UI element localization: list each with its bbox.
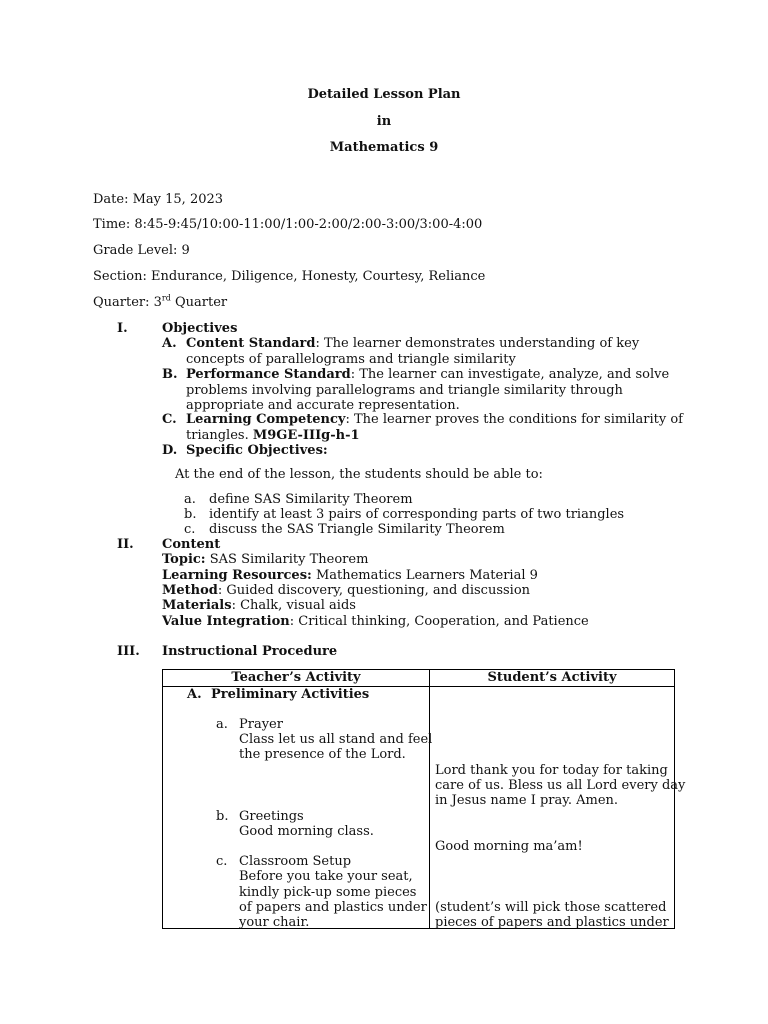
document-title: Detailed Lesson Plan: [307, 87, 461, 102]
greetings-title: Greetings: [239, 809, 304, 824]
prelim-title: Preliminary Activities: [211, 687, 370, 702]
objective-a-letter: A.: [162, 336, 177, 351]
specific-c-letter: c.: [184, 522, 196, 537]
performance-standard-text: : The learner can investigate, analyze, and solve: [350, 367, 670, 382]
prayer-letter: a.: [216, 717, 228, 732]
objective-d-letter: D.: [162, 443, 178, 458]
setup-response-1: (student’s will pick those scattered: [435, 900, 667, 915]
specific-b-text: identify at least 3 pairs of corresponding parts of two triangles: [209, 507, 625, 522]
learning-competency-label: Learning Competency: [186, 412, 346, 427]
learning-competency: [186, 412, 686, 443]
resources-line: [162, 568, 538, 584]
objectives-numeral: I.: [117, 321, 128, 336]
setup-response-2: pieces of papers and plastics under: [435, 915, 669, 930]
prayer-response-1: Lord thank you for today for taking: [435, 763, 668, 778]
table-column-divider: [429, 670, 430, 928]
teacher-activity-header: Teacher’s Activity: [231, 670, 361, 685]
performance-standard-text-2: problems involving parallelograms and triangle similarity through: [186, 382, 623, 398]
content-standard-text-2: concepts of parallelograms and triangle similarity: [186, 351, 516, 367]
learning-competency-text-2: triangles.: [186, 427, 253, 443]
content-standard-label: Content Standard: [186, 336, 316, 351]
quarter-suffix: Quarter: [170, 295, 228, 310]
materials-value: : Chalk, visual aids: [231, 598, 356, 613]
setup-text-1: Before you take your seat,: [239, 869, 413, 884]
materials-label: Materials: [162, 598, 232, 613]
quarter-line: [93, 295, 227, 311]
topic-value: SAS Similarity Theorem: [205, 552, 369, 567]
title-in: in: [376, 114, 392, 129]
subject-title: Mathematics 9: [329, 140, 439, 155]
specific-objectives-label: Specific Objectives:: [186, 443, 328, 458]
setup-title: Classroom Setup: [239, 854, 352, 869]
resources-value: Mathematics Learners Material 9: [311, 568, 538, 583]
setup-letter: c.: [216, 854, 228, 869]
prayer-title: Prayer: [239, 717, 283, 732]
method-value: : Guided discovery, questioning, and discussion: [217, 583, 531, 598]
procedure-numeral: III.: [117, 644, 140, 659]
competency-code: M9GE-IIIg-h-1: [252, 427, 360, 443]
prelim-letter: A.: [187, 687, 202, 702]
prayer-text-1: Class let us all stand and feel: [239, 732, 433, 747]
objectives-heading: Objectives: [162, 321, 238, 336]
setup-text-2: kindly pick-up some pieces: [239, 885, 417, 900]
objective-b-letter: B.: [162, 367, 178, 382]
performance-standard-text-3: appropriate and accurate representation.: [186, 398, 460, 413]
value-integration-value: : Critical thinking, Cooperation, and Patience: [289, 614, 589, 629]
quarter-superscript: rd: [161, 293, 171, 303]
specific-a-text: define SAS Similarity Theorem: [209, 492, 413, 507]
grade-line: Grade Level: 9: [93, 243, 190, 258]
objective-c-letter: C.: [162, 412, 177, 427]
specific-objectives-intro: At the end of the lesson, the students should be able to:: [175, 467, 543, 482]
resources-label: Learning Resources:: [162, 568, 312, 583]
prayer-text-2: the presence of the Lord.: [239, 747, 406, 762]
content-heading: Content: [162, 537, 221, 552]
topic-label: Topic:: [162, 552, 206, 567]
content-standard: [186, 336, 686, 367]
activity-table: [162, 669, 686, 930]
time-line: Time: 8:45-9:45/10:00-11:00/1:00-2:00/2:00-3:00/3:00-4:00: [93, 217, 483, 232]
section-line: Section: Endurance, Diligence, Honesty, Courtesy, Reliance: [93, 269, 486, 284]
quarter-prefix: Quarter: 3: [93, 295, 162, 310]
value-integration-label: Value Integration: [162, 614, 290, 629]
learning-competency-text: : The learner proves the conditions for similarity of: [345, 412, 683, 427]
performance-standard-label: Performance Standard: [186, 367, 351, 382]
specific-a-letter: a.: [184, 492, 196, 507]
method-line: [162, 583, 530, 599]
prayer-response-3: in Jesus name I pray. Amen.: [435, 793, 619, 808]
student-activity-header: Student’s Activity: [487, 670, 617, 685]
greetings-response: Good morning ma’am!: [435, 839, 583, 854]
setup-text-4: your chair.: [239, 915, 310, 930]
performance-standard: [186, 367, 686, 414]
method-label: Method: [162, 583, 218, 598]
date-line: Date: May 15, 2023: [93, 192, 224, 207]
prayer-response-2: care of us. Bless us all Lord every day: [435, 778, 686, 793]
greetings-text: Good morning class.: [239, 824, 374, 839]
procedure-heading: Instructional Procedure: [162, 644, 338, 659]
greetings-letter: b.: [216, 809, 229, 824]
content-numeral: II.: [117, 537, 134, 552]
specific-c-text: discuss the SAS Triangle Similarity Theorem: [209, 522, 505, 537]
materials-line: [162, 598, 356, 614]
content-standard-text: : The learner demonstrates understanding of key: [315, 336, 640, 351]
value-integration-line: [162, 614, 589, 630]
topic-line: [162, 552, 368, 568]
specific-b-letter: b.: [184, 507, 197, 522]
setup-text-3: of papers and plastics under: [239, 900, 427, 915]
